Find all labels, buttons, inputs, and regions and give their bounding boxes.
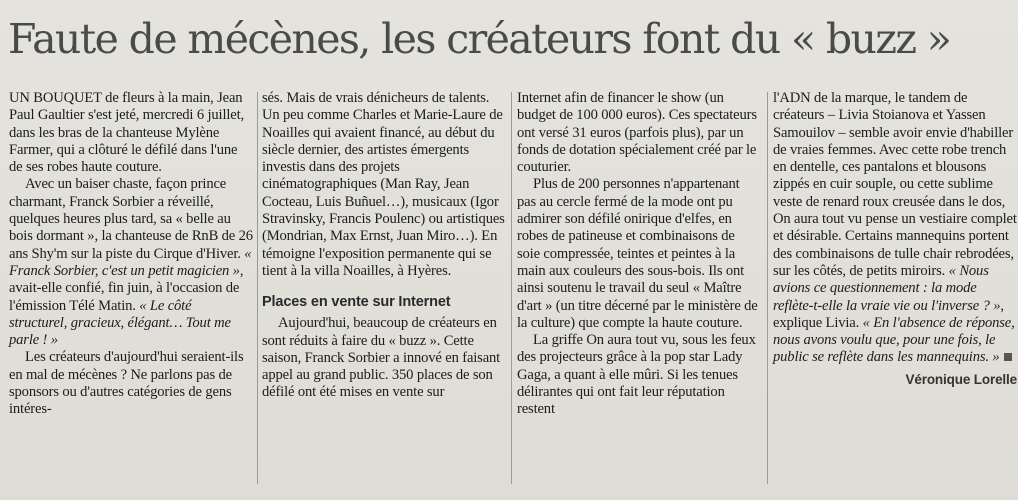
- column-divider-2: [511, 92, 512, 484]
- column-1: [9, 90, 253, 419]
- column-2: [262, 90, 506, 402]
- col4-quote-2: « En l'absence de réponse, nous avons voulu que, pour une fois, le public se reflète dans les mannequins. »: [773, 314, 1015, 366]
- column-4: [773, 90, 1017, 388]
- column-divider-3: [767, 92, 768, 484]
- col2-paragraph-2: Aujourd'hui, beaucoup de créateurs en sont réduits à faire du « buzz ». Cette saison, Franck Sorbier a innové en faisant appel au grand public. 350 places de son défilé ont été mises en vente sur: [262, 315, 501, 401]
- col4-p1-text-b: , explique Livia.: [773, 297, 1004, 331]
- col1-paragraph-1: [9, 90, 253, 176]
- col1-quote-1: « Franck Sorbier, c'est un petit magicien »: [9, 245, 252, 279]
- col1-paragraph-2: [9, 176, 253, 349]
- col3-paragraph-3: La griffe On aura tout vu, sous les feux des projecteurs grâce à la pop star Lady Gaga, a quant à elle mûri. Si les tenues délirantes qui ont fait leur réputation restent: [517, 332, 756, 418]
- col4-p1-text-a: l'ADN de la marque, le tandem de créateurs – Livia Stoianova et Yassen Samouilov – semble avoir envie d'habiller de vraies femmes. Avec cette robe trench en dentelle, ces pantalons et blousons zippés en cuir souple, ou cette sublime veste de renard roux creusée dans le dos, On aura tout vu pense un vestiaire complet et désirable. Certains mannequins portent des combinaisons de tulle chair rebrodées, sur les côtés, de petits miroirs.: [773, 90, 1017, 279]
- subhead: Places en vente sur Internet: [262, 294, 451, 311]
- col4-quote-1: « Nous avions ce questionnement : la mode reflète-t-elle la vraie vie ou l'inverse ? »: [773, 262, 1001, 314]
- col3-paragraph-1: Internet afin de financer le show (un budget de 100 000 euros). Ces spectateurs ont versé 31 euros (parfois plus), par un fonds de dotation spécialement créé par le couturier.: [517, 90, 757, 176]
- column-3: [517, 90, 761, 419]
- end-of-article-icon: [1004, 353, 1012, 361]
- col1-p2-text-b: , avait-elle confié, fin juin, à l'occasion de l'émission Télé Matin.: [9, 262, 244, 314]
- col2-paragraph-1: sés. Mais de vrais dénicheurs de talents. Un peu comme Charles et Marie-Laure de Noailles qui avaient financé, au début du siècle dernier, des artistes émergents investis dans des projets cinématographiques (Man Ray, Jean Cocteau, Luis Buñuel…), musicaux (Igor Stravinsky, Francis Poulenc) ou artistiques (Mondrian, Max Ernst, Juan Miro…). En témoigne l'exposition permanente qui se tient à la villa Noailles, à Hyères.: [262, 90, 505, 279]
- col1-p2-text-a: Avec un baiser chaste, façon prince charmant, Franck Sorbier a réveillé, quelques heures plus tard, sa « belle au bois dormant », la chanteuse de RnB de 26 ans Shy'm sur la piste du Cirque d'Hiver.: [9, 176, 253, 262]
- col1-paragraph-3: Les créateurs d'aujourd'hui seraient-ils en mal de mécènes ? Ne parlons pas de sponsors ou d'autres catégories de gens intéres-: [9, 349, 244, 418]
- lead-in: UN BOUQUET: [9, 90, 102, 106]
- col4-paragraph-1: [773, 90, 1017, 367]
- headline: Faute de mécènes, les créateurs font du « buzz »: [8, 15, 951, 63]
- column-divider-1: [257, 92, 258, 484]
- col3-paragraph-2: Plus de 200 personnes n'appartenant pas au cercle fermé de la mode ont pu admirer son défilé onirique d'elfes, en robes de patineuse et combinaisons de soie compressée, teintes et peintes à la main aux couleurs des sous-bois. Ils ont ainsi soutenu le travail du seul « Maître d'art » (un titre décerné par le ministère de la culture) que compte la haute couture.: [517, 176, 758, 331]
- col1-quote-2: « Le côté structurel, gracieux, élégant… Tout me parle ! »: [9, 297, 231, 349]
- author-signature: Véronique Lorelle: [905, 371, 1017, 387]
- col1-p1-text: de fleurs à la main, Jean Paul Gaultier s'est jeté, mercredi 6 juillet, dans les bras de la chanteuse Mylène Farmer, qui a clôturé le défilé dans l'une de ses robes haute couture.: [9, 90, 244, 176]
